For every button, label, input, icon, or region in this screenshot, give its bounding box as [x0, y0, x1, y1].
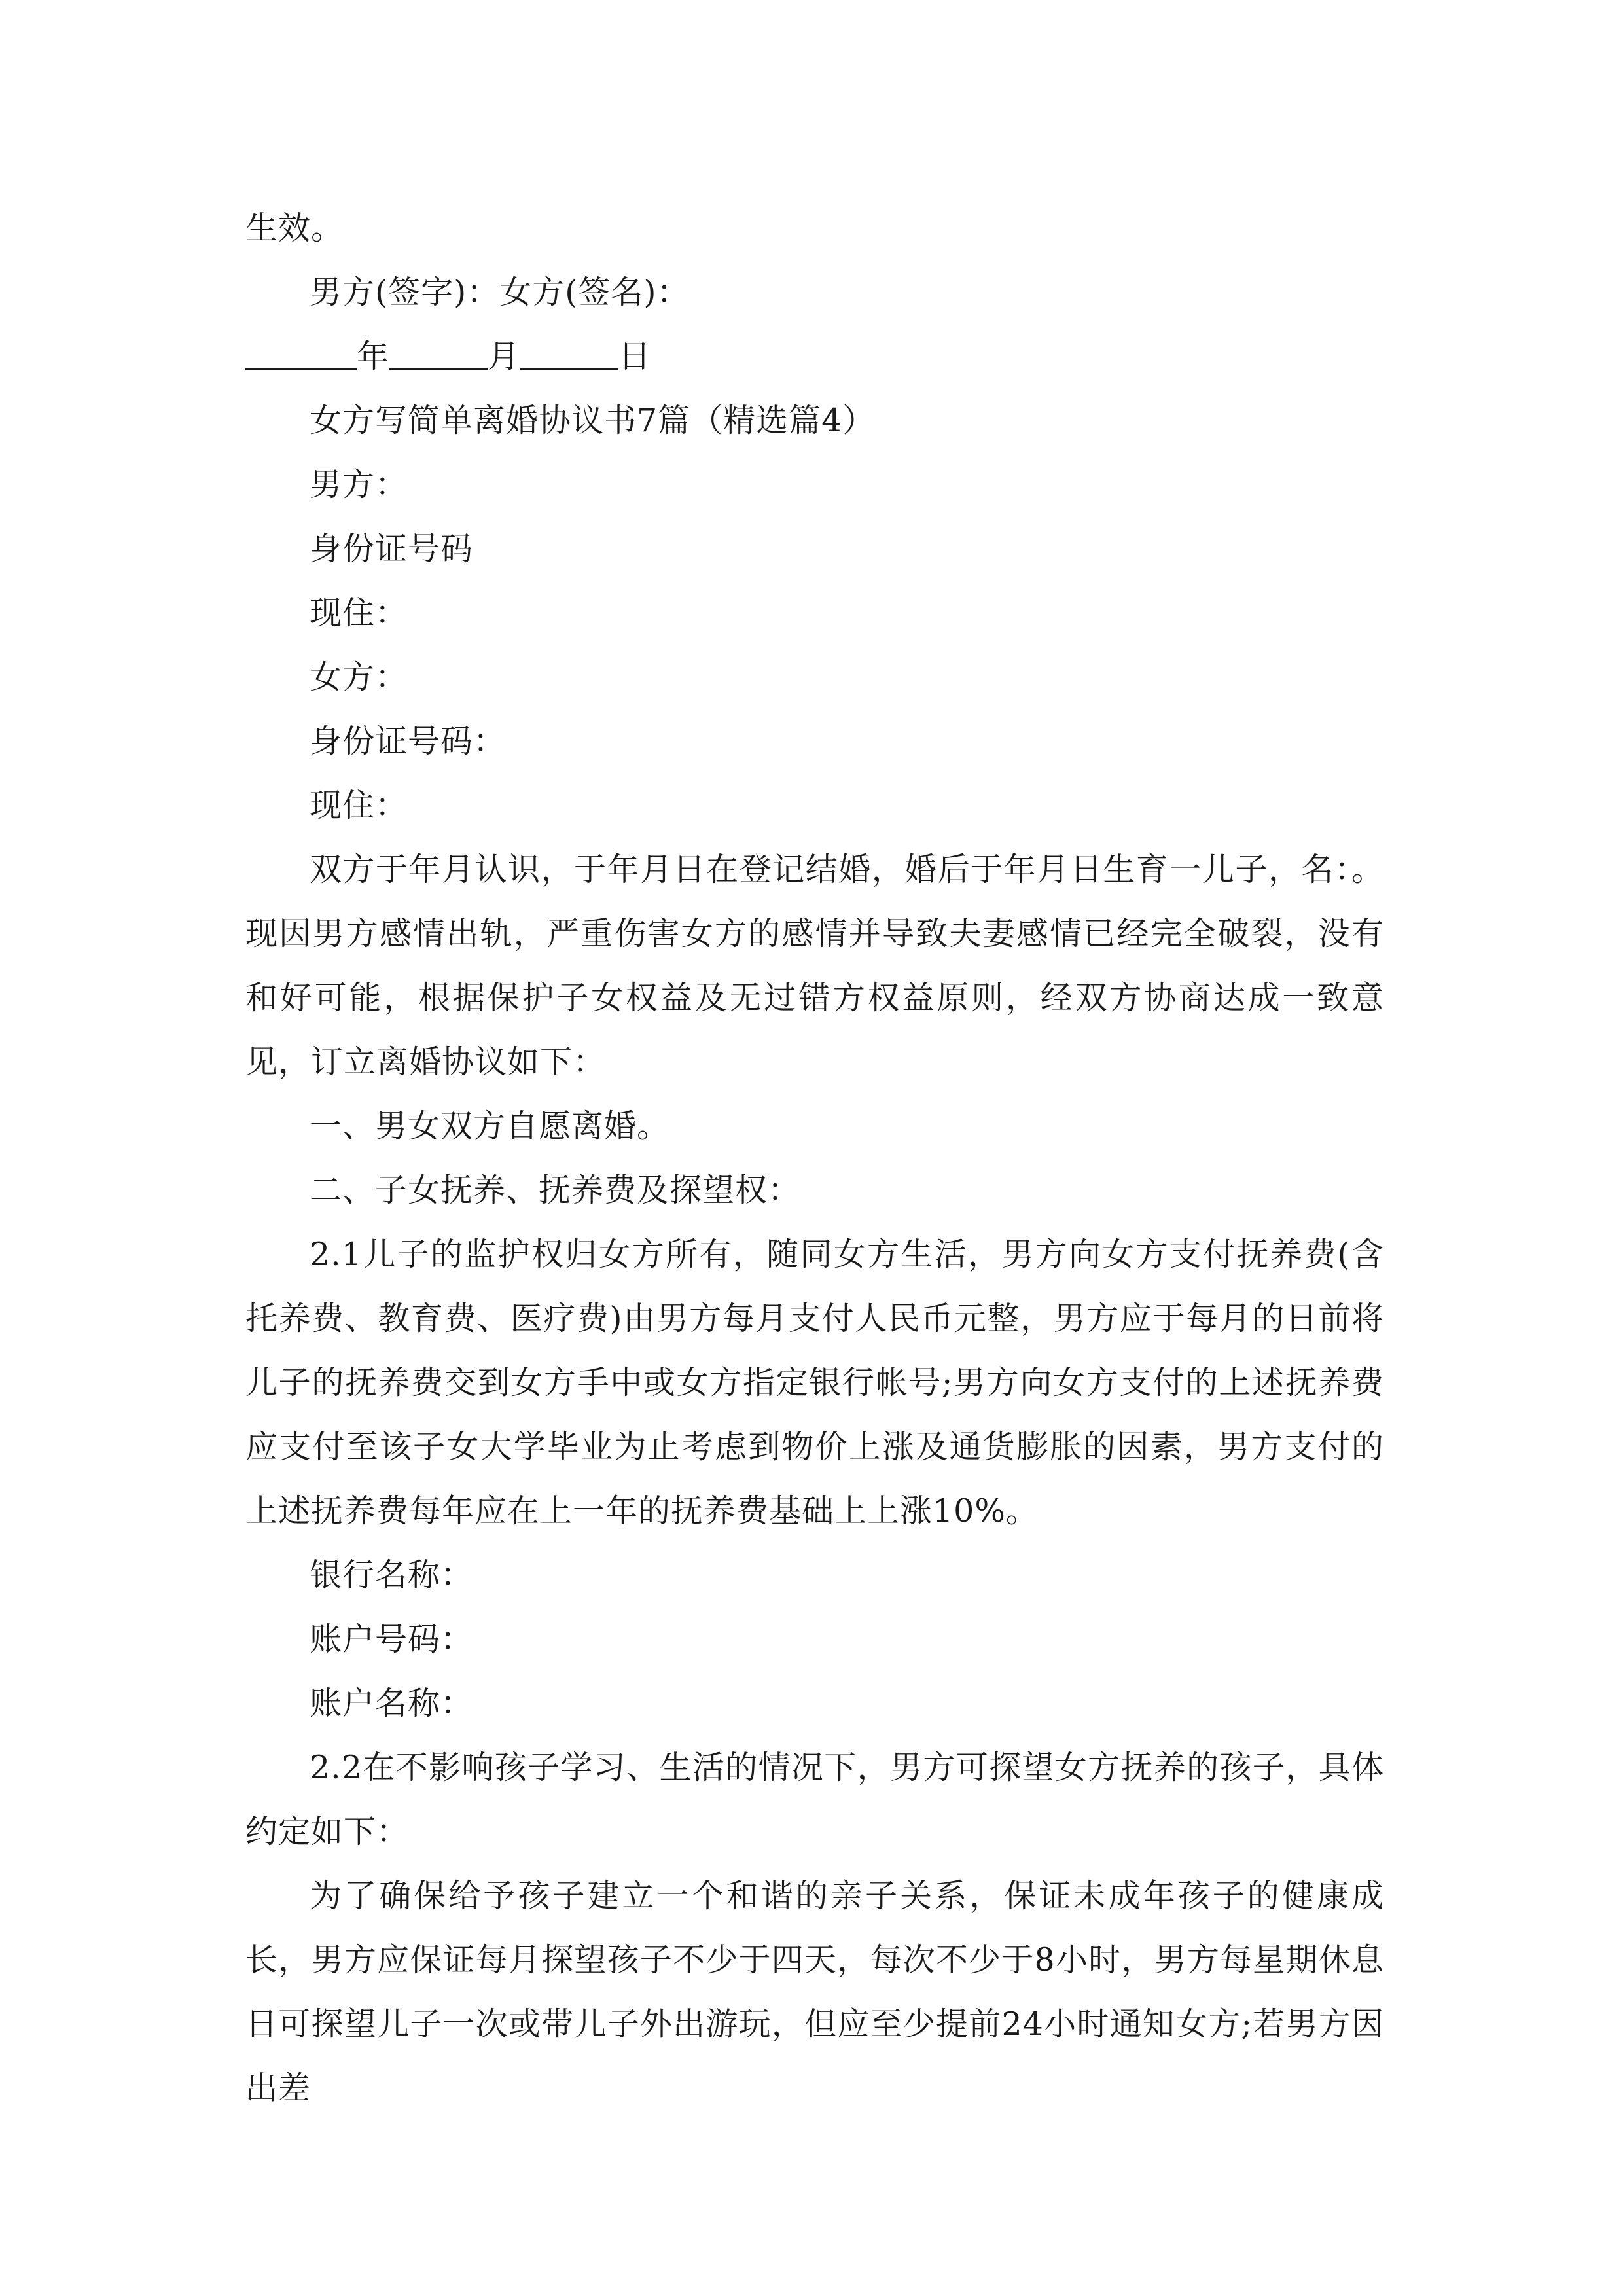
date-line	[245, 325, 1384, 389]
clause-2-1-paragraph: 2.1儿子的监护权归女方所有，随同女方生活，男方向女方支付抚养费(含托养费、教育费、医疗费)由男方每月支付人民币元整，男方应于每月的日前将儿子的抚养费交到女方手中或女方指定银行帐号;男方向女方支付的上述抚养费应支付至该子女大学毕业为止考虑到物价上涨及通货膨胀的因素，男方支付的上述抚养费每年应在上一年的抚养费基础上上涨10%。	[245, 1236, 1384, 1530]
woman-id-label: 身份证号码：	[310, 723, 507, 760]
visitation-paragraph: 为了确保给予孩子建立一个和谐的亲子关系，保证未成年孩子的健康成长，男方应保证每月探望孩子不少于四天，每次不少于8小时，男方每星期休息日可探望儿子一次或带儿子外出游玩，但应至少提前24小时通知女方;若男方因出差	[245, 1877, 1384, 2107]
day-blank	[520, 329, 618, 370]
document-body	[245, 196, 1384, 2121]
account-name-label: 账户名称：	[310, 1685, 474, 1722]
year-label: 年	[357, 338, 390, 375]
effective-line: 生效。	[245, 209, 344, 247]
man-address-label: 现住：	[310, 594, 408, 632]
signature-line: 男方(签字)：女方(签名)：	[310, 274, 690, 311]
preamble-paragraph: 双方于年月认识，于年月日在登记结婚，婚后于年月日生育一儿子，名：。现因男方感情出轨，严重伤害女方的感情并导致夫妻感情已经完全破裂，没有和好可能，根据保护子女权益及无过错方权益原则，经双方协商达成一致意见，订立离婚协议如下：	[245, 851, 1384, 1081]
month-label: 月	[488, 338, 521, 375]
woman-label: 女方：	[310, 658, 408, 696]
clause-2-2-paragraph: 2.2在不影响孩子学习、生活的情况下，男方可探望女方抚养的孩子，具体约定如下：	[245, 1749, 1384, 1850]
man-id-label: 身份证号码	[310, 530, 474, 567]
clause-1: 一、男女双方自愿离婚。	[310, 1107, 670, 1145]
year-blank	[245, 329, 357, 370]
bank-name-label: 银行名称：	[310, 1556, 474, 1594]
clause-2: 二、子女抚养、抚养费及探望权：	[310, 1172, 801, 1209]
man-label: 男方：	[310, 466, 408, 503]
month-blank	[389, 329, 488, 370]
section-title: 女方写简单离婚协议书7篇（精选篇4）	[310, 402, 876, 439]
account-number-label: 账户号码：	[310, 1621, 474, 1658]
day-label: 日	[618, 338, 652, 375]
woman-address-label: 现住：	[310, 787, 408, 824]
